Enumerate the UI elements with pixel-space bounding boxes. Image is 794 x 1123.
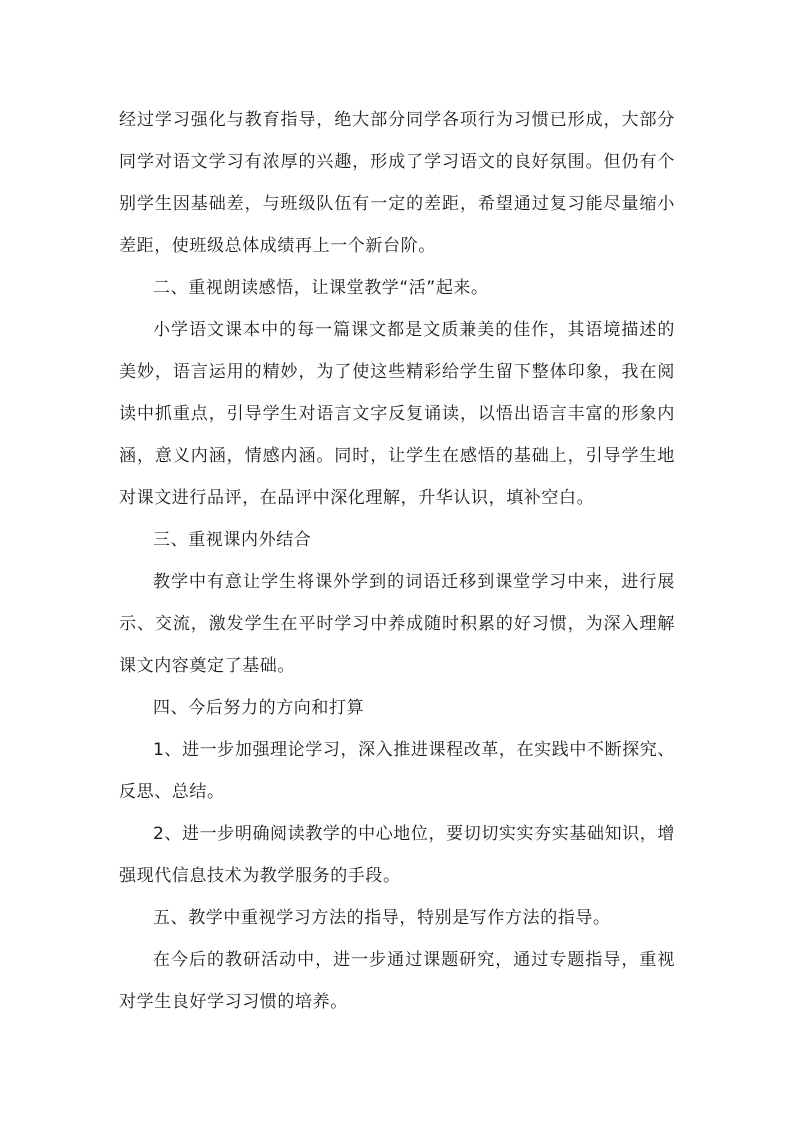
text-line: 别学生因基础差，与班级队伍有一定的差距，希望通过复习能尽量缩小 <box>119 194 675 214</box>
paragraph-integration <box>119 561 675 687</box>
text-line: 教学中有意让学生将课外学到的词语迁移到课堂学习中来，进行展 <box>153 572 675 592</box>
text-line: 美妙，语言运用的精妙，为了使这些精彩给学生留下整体印象，我在阅 <box>119 362 675 382</box>
text-line: 1、进一步加强理论学习，深入推进课程改革，在实践中不断探究、 <box>153 740 675 760</box>
paragraph-closing <box>119 939 675 1023</box>
paragraph-plan-2 <box>119 813 675 897</box>
section-heading-3 <box>119 519 675 561</box>
text-line: 同学对语文学习有浓厚的兴趣，形成了学习语文的良好氛围。但仍有个 <box>119 152 675 172</box>
text-line: 强现代信息技术为教学服务的手段。 <box>119 866 401 886</box>
heading-text: 四、今后努力的方向和打算 <box>153 698 365 718</box>
text-line: 反思、总结。 <box>119 782 225 802</box>
text-line: 示、交流，激发学生在平时学习中养成随时积累的好习惯，为深入理解 <box>119 614 675 634</box>
heading-text: 五、教学中重视学习方法的指导，特别是写作方法的指导。 <box>153 908 611 928</box>
text-line: 小学语文课本中的每一篇课文都是文质兼美的佳作，其语境描述的 <box>153 320 675 340</box>
section-heading-4 <box>119 687 675 729</box>
text-line: 差距，使班级总体成绩再上一个新台阶。 <box>119 236 436 256</box>
heading-text: 三、重视课内外结合 <box>153 530 312 550</box>
heading-text: 二、重视朗读感悟，让课堂教学“活”起来。 <box>153 278 489 298</box>
paragraph-intro <box>119 99 675 267</box>
paragraph-plan-1 <box>119 729 675 813</box>
section-heading-5 <box>119 897 675 939</box>
text-line: 经过学习强化与教育指导，绝大部分同学各项行为习惯已形成，大部分 <box>119 110 675 130</box>
document-body <box>119 99 675 1023</box>
text-line: 涵，意义内涵，情感内涵。同时，让学生在感悟的基础上，引导学生地 <box>119 446 675 466</box>
text-line: 读中抓重点，引导学生对语言文字反复诵读，以悟出语言丰富的形象内 <box>119 404 675 424</box>
text-line: 课文内容奠定了基础。 <box>119 656 295 676</box>
text-line: 2、进一步明确阅读教学的中心地位，要切切实实夯实基础知识，增 <box>153 824 675 844</box>
text-line: 对课文进行品评，在品评中深化理解，升华认识，填补空白。 <box>119 488 595 508</box>
section-heading-2 <box>119 267 675 309</box>
text-line: 对学生良好学习习惯的培养。 <box>119 992 348 1012</box>
paragraph-reading <box>119 309 675 519</box>
text-line: 在今后的教研活动中，进一步通过课题研究，通过专题指导，重视 <box>153 950 675 970</box>
